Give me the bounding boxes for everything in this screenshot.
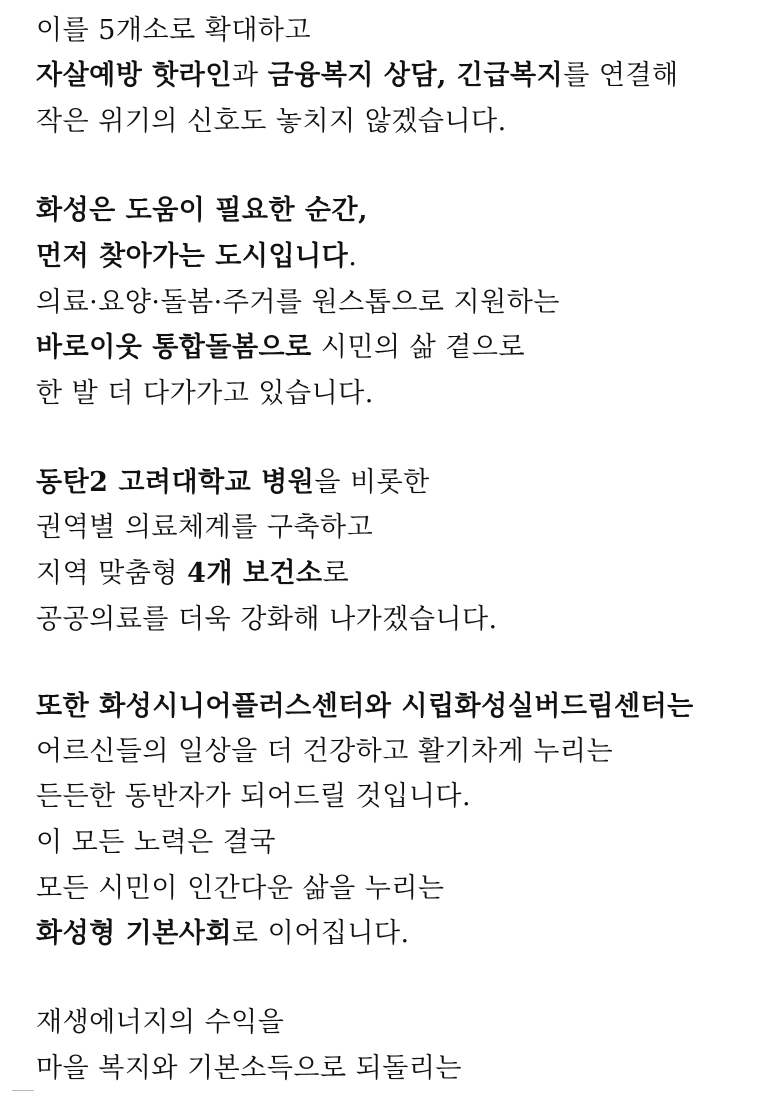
text-line — [36, 194, 368, 228]
text-line — [36, 780, 471, 814]
text-span: 모든 시민이 인간다운 삶을 누리는 — [36, 873, 445, 904]
text-span: 지역 맞춤형 — [36, 558, 188, 589]
text-line — [36, 511, 373, 545]
text-span: 어르신들의 일상을 더 건강하고 활기차게 누리는 — [36, 736, 614, 767]
bold-text-span: 자살예방 핫라인 — [36, 60, 232, 91]
text-line — [36, 286, 560, 320]
text-line — [36, 826, 276, 860]
text-line — [36, 331, 525, 365]
text-line — [36, 917, 410, 951]
text-span: 과 — [231, 60, 268, 91]
text-line — [36, 1006, 284, 1040]
text-line — [36, 105, 507, 139]
text-span: 이를 5개소로 확대하고 — [36, 15, 312, 46]
text-line — [36, 872, 444, 906]
text-span: . — [348, 241, 358, 272]
text-span: 작은 위기의 신호도 놓치지 않겠습니다. — [36, 106, 507, 137]
text-span: 의료·요양·돌봄·주거를 원스톱으로 지원하는 — [36, 287, 560, 318]
text-line — [36, 377, 374, 411]
bold-text-span: 먼저 찾아가는 도시입니다 — [36, 241, 349, 272]
bold-text-span: 바로이웃 통합돌봄으로 — [36, 332, 312, 363]
bold-text-span: 또한 화성시니어플러스센터와 시립화성실버드림센터는 — [36, 691, 694, 722]
text-span: 이 모든 노력은 결국 — [36, 827, 276, 858]
text-line — [36, 14, 311, 48]
text-span: 로 이어집니다. — [231, 918, 410, 949]
text-line — [36, 240, 357, 274]
text-span: 을 비롯한 — [314, 467, 430, 498]
bold-text-span: 동탄2 고려대학교 병원 — [36, 467, 315, 498]
text-line — [36, 735, 613, 769]
text-span: 재생에너지의 수익을 — [36, 1007, 285, 1038]
text-span: 한 발 더 다가가고 있습니다. — [36, 378, 374, 409]
bold-text-span: 4개 보건소 — [187, 558, 323, 589]
text-span: 로 — [322, 558, 350, 589]
text-span: 든든한 동반자가 되어드릴 것입니다. — [36, 781, 472, 812]
text-line — [36, 466, 430, 500]
text-line — [36, 603, 498, 637]
bold-text-span: 금융복지 상담, 긴급복지 — [267, 60, 564, 91]
text-line — [36, 59, 679, 93]
page-corner-mark — [12, 1090, 34, 1093]
bold-text-span: 화성은 도움이 필요한 순간, — [36, 195, 369, 226]
text-span: 마을 복지와 기본소득으로 되돌리는 — [36, 1053, 462, 1084]
text-span: 를 연결해 — [563, 60, 679, 91]
text-line — [36, 557, 349, 591]
text-line — [36, 1052, 462, 1086]
text-span: 시민의 삶 곁으로 — [311, 332, 526, 363]
text-span: 권역별 의료체계를 구축하고 — [36, 512, 374, 543]
text-span: 공공의료를 더욱 강화해 나가겠습니다. — [36, 604, 498, 635]
bold-text-span: 화성형 기본사회 — [36, 918, 232, 949]
text-line — [36, 690, 694, 724]
